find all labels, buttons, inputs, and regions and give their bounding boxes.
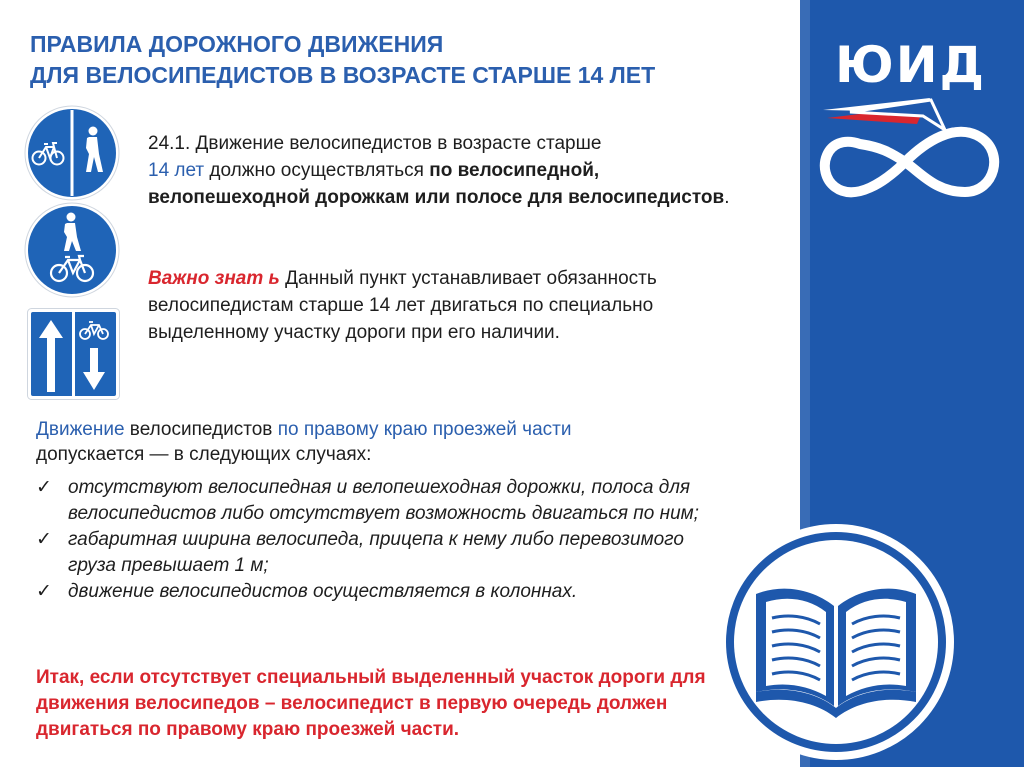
conclusion: Итак, если отсутствует специальный выделенный участок дороги для движения велосипедов – велосипедист в первую очередь должен двигаться по правому краю проезжей части. <box>36 667 706 740</box>
cases-list <box>36 475 736 605</box>
list-item <box>36 527 736 579</box>
list-item <box>36 475 736 527</box>
rule-text-mid: должно осуществляться <box>204 160 430 181</box>
rule-number: 24.1. <box>148 133 191 154</box>
title-line-1: ПРАВИЛА ДОРОЖНОГО ДВИЖЕНИЯ <box>30 31 444 57</box>
case-text: отсутствуют велосипедная и велопешеходная дорожки, полоса для велосипедистов либо отсутствует возможность двигаться по ним; <box>68 477 699 524</box>
case-text: габаритная ширина велосипеда, прицепа к нему либо перевозимого груза превышает 1 м; <box>68 529 684 576</box>
rule-text-end: . <box>724 187 730 208</box>
rule-bold-part: по велосипедной, велопешеходной дорожкам или полосе для велосипедистов <box>148 160 725 208</box>
check-icon: ✓ <box>36 581 52 602</box>
rule-paragraph <box>148 130 748 211</box>
rule-text-start: Движение велосипедистов в возрасте старше <box>190 133 602 154</box>
bicycle-lane-sign-icon <box>27 308 120 400</box>
important-text: Данный пункт устанавливает обязанность велосипедистам старше 14 лет двигаться по специально выделенному участку дороги при его наличии. <box>148 268 657 343</box>
check-icon: ✓ <box>36 477 52 498</box>
section-word2: велосипедистов <box>124 419 278 440</box>
yuid-logo-icon <box>805 92 1005 212</box>
section-intro <box>36 417 736 467</box>
check-icon: ✓ <box>36 529 52 550</box>
section-rest: допускается — в следующих случаях: <box>36 444 372 465</box>
list-item <box>36 579 736 605</box>
page-title <box>30 29 770 91</box>
title-line-2: ДЛЯ ВЕЛОСИПЕДИСТОВ В ВОЗРАСТЕ СТАРШЕ 14 ЛЕТ <box>30 62 656 88</box>
rule-age: 14 лет <box>148 160 205 181</box>
section-phrase: по правому краю проезжей части <box>277 419 572 440</box>
open-book-icon <box>716 522 956 762</box>
section-word1: Движение <box>36 419 125 440</box>
important-label: Важно знат ь <box>148 268 280 289</box>
bicycle-pedestrian-sign-icon <box>23 104 121 202</box>
case-text: движение велосипедистов осуществляется в колоннах. <box>68 581 578 602</box>
logo-text: ЮИД <box>835 36 987 94</box>
important-note <box>148 265 758 346</box>
shared-path-sign-icon <box>23 201 121 299</box>
